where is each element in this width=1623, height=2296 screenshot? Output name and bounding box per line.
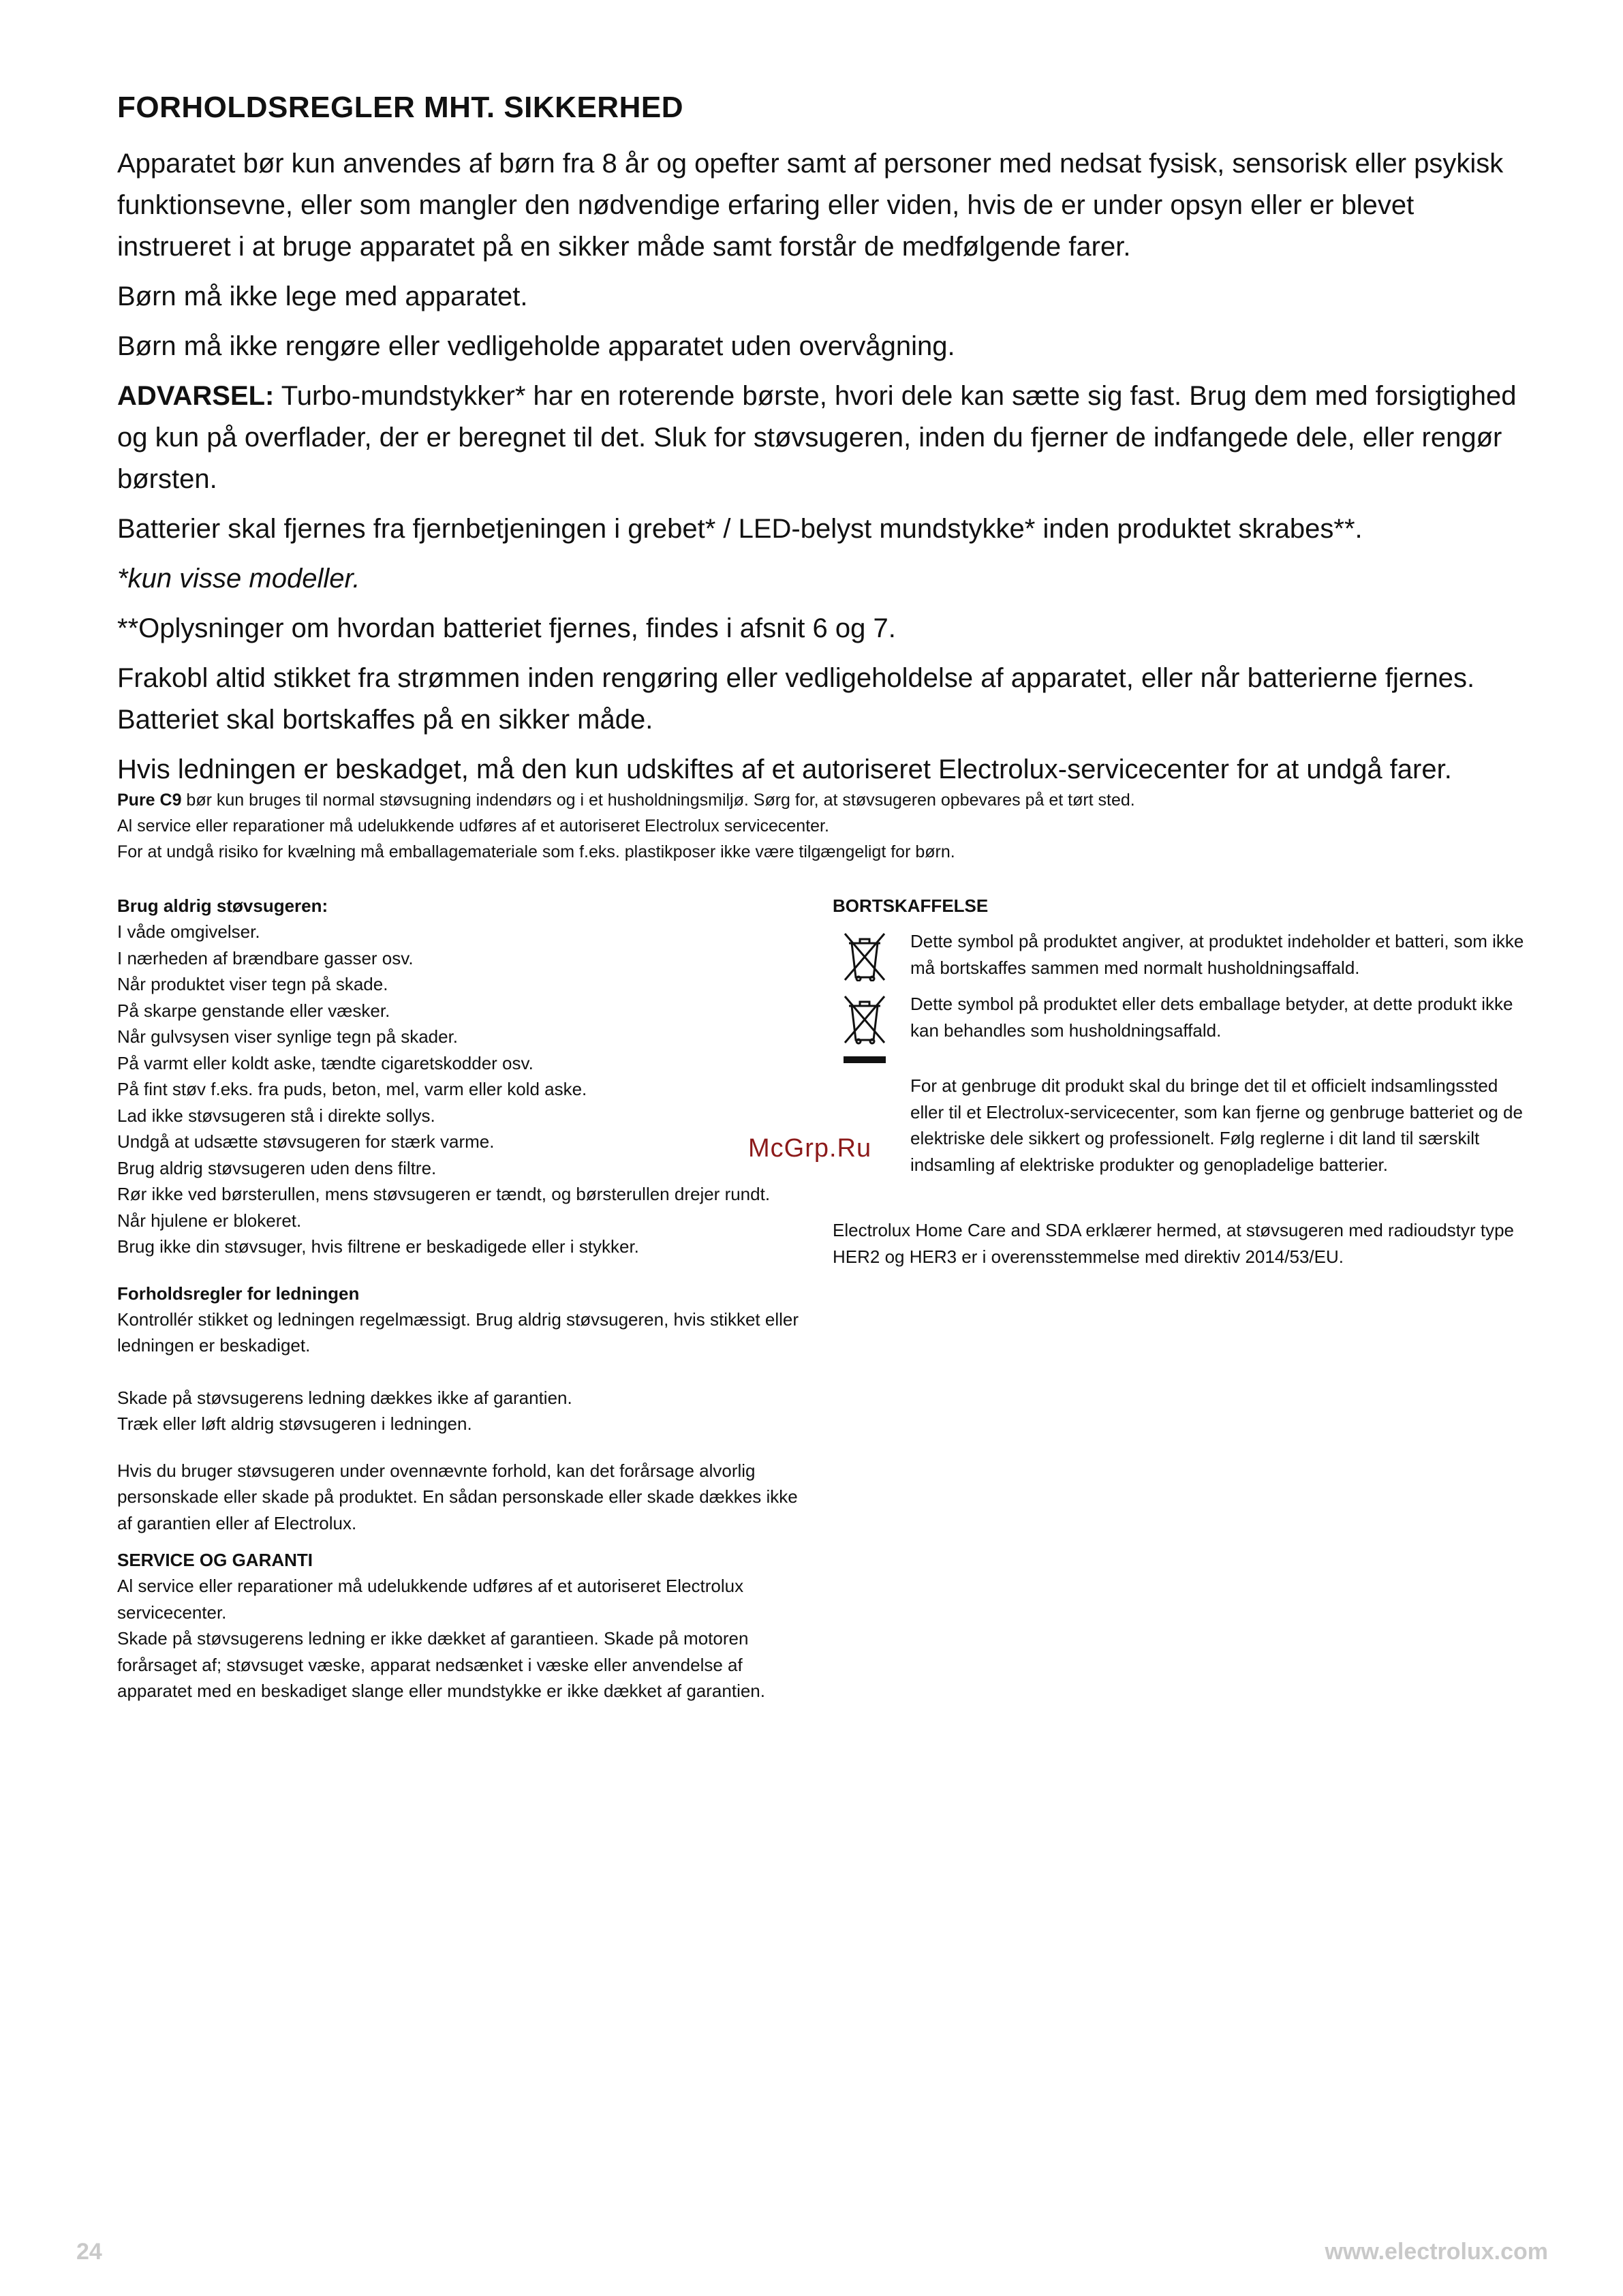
warranty-exclusions-text: Skade på støvsugerens ledning er ikke dækket af garantieen. Skade på motoren forårsaget af; støvsuget væske, apparat nedsænket i væske eller anvendelse af apparatet med en beskadiget slange eller mundstykke er ikke dækket af garantien. <box>117 1628 765 1701</box>
never-use-item: På varmt eller koldt aske, tændte cigaretskodder osv. <box>117 1052 534 1073</box>
weee-bin-icon <box>833 991 897 1067</box>
battery-disposal-row <box>833 928 1528 981</box>
usage-note-service: Al service eller reparationer må udelukkende udføres af et autoriseret Electrolux servicecenter. <box>117 816 829 836</box>
usage-note-suffocation: For at undgå risiko for kvælning må emballagemateriale som f.eks. plastikposer ikke være tilgængeligt for børn. <box>117 842 955 861</box>
right-column <box>833 893 1528 1270</box>
warning-text: Turbo-mundstykker* har en roterende børste, hvori dele kan sætte sig fast. Brug dem med forsigtighed og kun på overflader, der er beregnet til det. Sluk for støvsugeren, inden du fjerner de indfangede dele, eller rengør børsten. <box>117 381 1517 494</box>
left-column <box>117 893 812 1704</box>
product-name: Pure C9 <box>117 791 182 810</box>
cord-check-text: Kontrollér stikket og ledningen regelmæssigt. Brug aldrig støvsugeren, hvis stikket eller ledningen er beskadiget. <box>117 1308 799 1356</box>
never-use-item: Brug aldrig støvsugeren uden dens filtre. <box>117 1157 437 1178</box>
paragraph-batteries: Batterier skal fjernes fra fjernbetjeningen i grebet* / LED-belyst mundstykke* inden produktet skrabes**. <box>117 514 1363 544</box>
cord-heading: Forholdsregler for ledningen <box>117 1283 360 1304</box>
paragraph-children-play: Børn må ikke lege med apparatet. <box>117 281 528 311</box>
misuse-consequence-text: Hvis du bruger støvsugeren under ovennævnte forhold, kan det forårsage alvorlig personskade eller skade på produktet. En sådan personskade eller skade dækkes ikke af garantien eller af Electrolux. <box>117 1460 798 1533</box>
page-number: 24 <box>76 2239 102 2265</box>
safety-main-text <box>117 143 1531 793</box>
weee-disposal-row <box>833 991 1528 1067</box>
page-title: FORHOLDSREGLER MHT. SIKKERHED <box>117 91 683 124</box>
usage-notes <box>117 787 1531 865</box>
never-use-item: I nærheden af brændbare gasser osv. <box>117 947 414 968</box>
paragraph-age-supervision: Apparatet bør kun anvendes af børn fra 8 år og opefter samt af personer med nedsat fysisk, sensorisk eller psykisk funktionsevne, eller som mangler den nødvendige erfaring eller viden, hvis de er under opsyn eller er blevet instrueret i at bruge apparatet på en sikker måde samt forstår de medfølgende farer. <box>117 149 1504 262</box>
never-use-item: Når produktet viser tegn på skade. <box>117 974 388 994</box>
never-use-item: I våde omgivelser. <box>117 921 260 942</box>
never-use-item: På skarpe genstande eller væsker. <box>117 1000 390 1021</box>
service-heading: SERVICE OG GARANTI <box>117 1550 313 1570</box>
recycling-instructions: For at genbruge dit produkt skal du bringe det til et officielt indsamlingssted eller til et Electrolux-servicecenter, som kan fjerne og genbruge batteriet og de elektriske dele sikkert og professionelt. Følg reglerne i dit land til særskilt indsamling af elektriske produkter og genopladelige batterier. <box>910 1075 1523 1175</box>
crossed-bin-icon <box>833 928 897 981</box>
never-use-item: På fint støv f.eks. fra puds, beton, mel, varm eller kold aske. <box>117 1079 587 1099</box>
footer-url: www.electrolux.com <box>1325 2239 1548 2265</box>
watermark: McGrp.Ru <box>748 1134 872 1163</box>
paragraph-footnote-models: *kun visse modeller. <box>117 564 360 594</box>
never-use-item: Lad ikke støvsugeren stå i direkte sollys. <box>117 1105 435 1126</box>
never-use-item: Når gulvsysen viser synlige tegn på skader. <box>117 1026 459 1047</box>
cord-warranty-text: Skade på støvsugerens ledning dækkes ikke af garantien. <box>117 1387 572 1408</box>
conformity-declaration: Electrolux Home Care and SDA erklærer hermed, at støvsugeren med radioudstyr type HER2 og HER3 er i overensstemmelse med direktiv 2014/53/EU. <box>833 1220 1514 1267</box>
usage-note-indoor-text: bør kun bruges til normal støvsugning indendørs og i et husholdningsmiljø. Sørg for, at støvsugeren opbevares på et tørt sted. <box>181 791 1135 810</box>
never-use-item: Når hjulene er blokeret. <box>117 1210 302 1231</box>
paragraph-footnote-battery-removal: **Oplysninger om hvordan batteriet fjernes, findes i afsnit 6 og 7. <box>117 613 896 643</box>
cord-pull-text: Træk eller løft aldrig støvsugeren i ledningen. <box>117 1413 472 1434</box>
paragraph-warning <box>117 376 1531 500</box>
never-use-item: Undgå at udsætte støvsugeren for stærk varme. <box>117 1131 495 1152</box>
never-use-heading: Brug aldrig støvsugeren: <box>117 896 328 916</box>
usage-note-indoor <box>117 787 1531 813</box>
warning-label: ADVARSEL: <box>117 381 275 411</box>
paragraph-unplug: Frakobl altid stikket fra strømmen inden rengøring eller vedligeholdelse af apparatet, eller når batterierne fjernes. Batteriet skal bortskaffes på en sikker måde. <box>117 663 1475 735</box>
service-text: Al service eller reparationer må udelukkende udføres af et autoriseret Electrolux servicecenter. <box>117 1576 744 1623</box>
battery-disposal-text: Dette symbol på produktet angiver, at produktet indeholder et batteri, som ikke må bortskaffes sammen med normalt husholdningsaffald. <box>910 931 1524 978</box>
paragraph-children-cleaning: Børn må ikke rengøre eller vedligeholde apparatet uden overvågning. <box>117 331 955 361</box>
weee-disposal-text: Dette symbol på produktet eller dets emballage betyder, at dette produkt ikke kan behandles som husholdningsaffald. <box>910 994 1513 1041</box>
disposal-heading: BORTSKAFFELSE <box>833 896 989 916</box>
paragraph-damaged-cord: Hvis ledningen er beskadget, må den kun udskiftes af et autoriseret Electrolux-servicecenter for at undgå farer. <box>117 754 1452 784</box>
never-use-item: Rør ikke ved børsterullen, mens støvsugeren er tændt, og børsterullen drejer rundt. <box>117 1184 771 1204</box>
never-use-item: Brug ikke din støvsuger, hvis filtrene er beskadigede eller i stykker. <box>117 1236 639 1257</box>
